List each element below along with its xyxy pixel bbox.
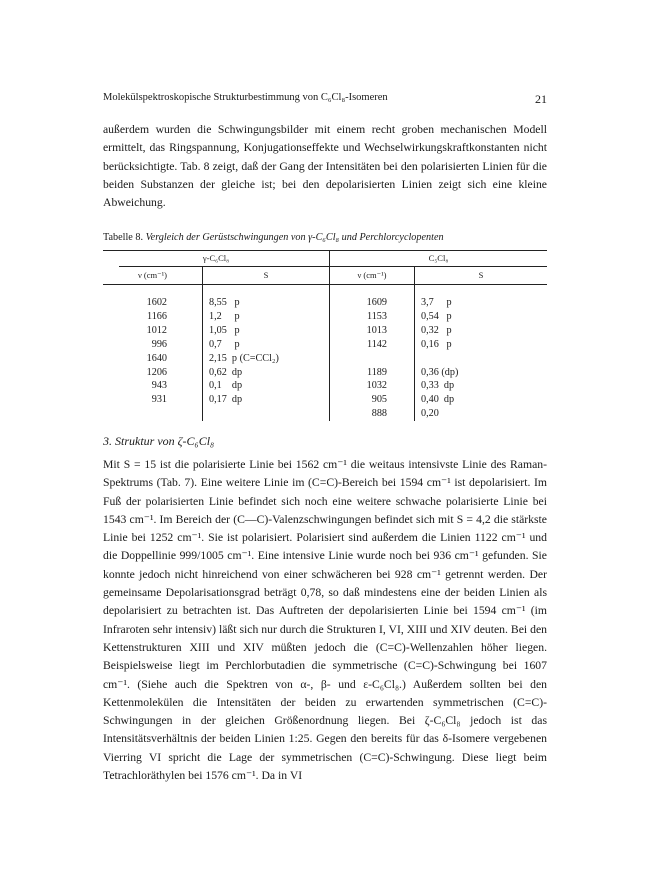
table-cell: 943	[151, 380, 167, 392]
paragraph-intro: außerdem wurden die Schwingungsbilder mit einem recht groben mechanischen Modell ermittelt, das Ringspannung, Konjugationseffekte und Wechselwirkungskraftkonstanten nicht berücksichtigte. Tab. 8 zeigt, daß der Gang der Intensitäten bei den polarisierten Linien für die beiden Substanzen der gleiche ist; bei den depolarisierten Linien zeigt sich eine kleine Abweichung.	[103, 123, 547, 210]
table-cell: 8,55 p	[209, 297, 240, 308]
table-body-divider-right	[414, 296, 415, 421]
table-cell: 1609	[366, 297, 387, 308]
table-cell: 0,54 p	[421, 310, 452, 322]
table-cell: 1013	[366, 324, 387, 336]
table-cell: 1206	[146, 366, 167, 378]
col-header-s-right: S	[478, 270, 484, 280]
table-group-rule	[119, 266, 547, 267]
group-header-left: γ-C₆Cl₈	[202, 253, 230, 263]
table-cell: 1012	[146, 324, 167, 336]
table-caption-text: Vergleich der Gerüstschwingungen von γ-C₆Cl₈ und Perchlorcyclopenten	[145, 232, 444, 243]
table-cell: 931	[151, 394, 167, 406]
table-cell: 0,62 dp	[209, 366, 243, 378]
table-cell: 1602	[146, 297, 167, 308]
table-cell: 1142	[367, 338, 387, 350]
comparison-table	[103, 250, 547, 421]
running-title: Molekülspektroskopische Strukturbestimmung von C₆Cl₈-Isomeren	[103, 92, 388, 103]
table-cell: 888	[371, 408, 387, 420]
table-cell: 1189	[367, 366, 387, 378]
table-cell: 0,1 dp	[209, 380, 243, 392]
table-cell: 996	[151, 338, 167, 350]
table-cell: 1,2 p	[209, 310, 240, 322]
col-header-nu-left: ν (cm⁻¹)	[137, 270, 168, 280]
table-body-divider-left	[202, 296, 203, 421]
group-header-right: C₅Cl₈	[428, 253, 449, 263]
table-cell: 905	[371, 394, 387, 406]
table-cell: 1032	[366, 380, 387, 392]
table-cell: 0,20	[421, 408, 439, 420]
table-cell: 1166	[147, 310, 167, 322]
table-cell: 0,33 dp	[421, 380, 455, 392]
paragraph-structure	[103, 456, 547, 785]
table-cell: 1153	[367, 310, 387, 322]
table-top-rule	[103, 250, 547, 251]
table-cell: 3,7 p	[421, 297, 452, 308]
table-cell: 1640	[146, 352, 167, 364]
table-cell: 1,05 p	[209, 324, 240, 336]
page-number: 21	[535, 92, 547, 106]
table-cell: 0,32 p	[421, 324, 452, 336]
table-cell: 0,16 p	[421, 338, 452, 350]
table-caption	[103, 232, 547, 243]
col-header-nu-right: ν (cm⁻¹)	[357, 270, 387, 280]
table-cell: 0,7 p	[209, 338, 240, 350]
table-caption-label: Tabelle 8.	[103, 232, 144, 243]
section-heading: 3. Struktur von ζ-C₆Cl₈	[103, 434, 215, 448]
table-cell: 0,36 (dp)	[421, 366, 459, 378]
running-header	[103, 92, 547, 107]
table-cell: 0,40 dp	[421, 394, 455, 406]
table-cell: 2,15 p (C=CCl₂)	[209, 352, 279, 364]
col-header-s-left: S	[263, 270, 269, 280]
table-header-rule	[103, 284, 547, 285]
paragraph-structure-text: Mit S = 15 ist die polarisierte Linie bei 1562 cm⁻¹ die weitaus intensivste Linie des Raman-Spektrums (Tab. 7). Eine weitere Linie im (C=C)-Bereich bei 1594 cm⁻¹ ist depolarisiert. Im Fuß der polarisierten Linie befindet sich noch eine weitere schwache polarisierte Linie bei 1543 cm⁻¹. Im Bereich der (C—C)-Valenzschwingungen befindet sich mit S = 4,2 die stärkste Linie bei 1252 cm⁻¹. Sie ist polarisiert. Polarisiert sind außerdem die Linien 1122 cm⁻¹ und die Doppellinie 999/1005 cm⁻¹. Eine intensive Linie wurde noch bei 936 cm⁻¹ gefunden. Sie konnte jedoch nicht hinreichend von einer schwächeren bei 928 cm⁻¹ getrennt werden. Der gemeinsame Depolarisationsgrad beträgt 0,78, so daß mindestens eine der beiden Linien als depolarisiert zu betrachten ist. Das Auftreten der depolarisierten Linie bei 1594 cm⁻¹ (im Infraroten sehr intensiv) läßt sich nur durch die Strukturen I, VI, XIII und XIV deuten. Bei den Kettenstrukturen XIII und XIV müßten jedoch die (C=C)-Wellenzahlen höher liegen. Beispielsweise liegt im Perchlorbutadien die symmetrische (C=C)-Schwingung bei 1607 cm⁻¹. (Siehe auch die Spektren von α-, β- und ε-C₆Cl₈.) Außerdem sollten bei den Kettenmolekülen die Intensitäten der beiden zu erwartenden symmetrischen (C=C)-Schwingungen in der gleichen Größenordnung liegen. Bei ζ-C₆Cl₈ jedoch ist das Intensitätsverhältnis der beiden Linien 1:25. Gegen den bereits für das δ-Isomere vergebenen Vierring VI spricht die Lage der symmetrischen (C=C)-Schwingung. Diese liegt beim Tetrachloräthylen bei 1576 cm⁻¹. Da in VI	[103, 458, 547, 783]
table-cell: 0,17 dp	[209, 394, 243, 406]
